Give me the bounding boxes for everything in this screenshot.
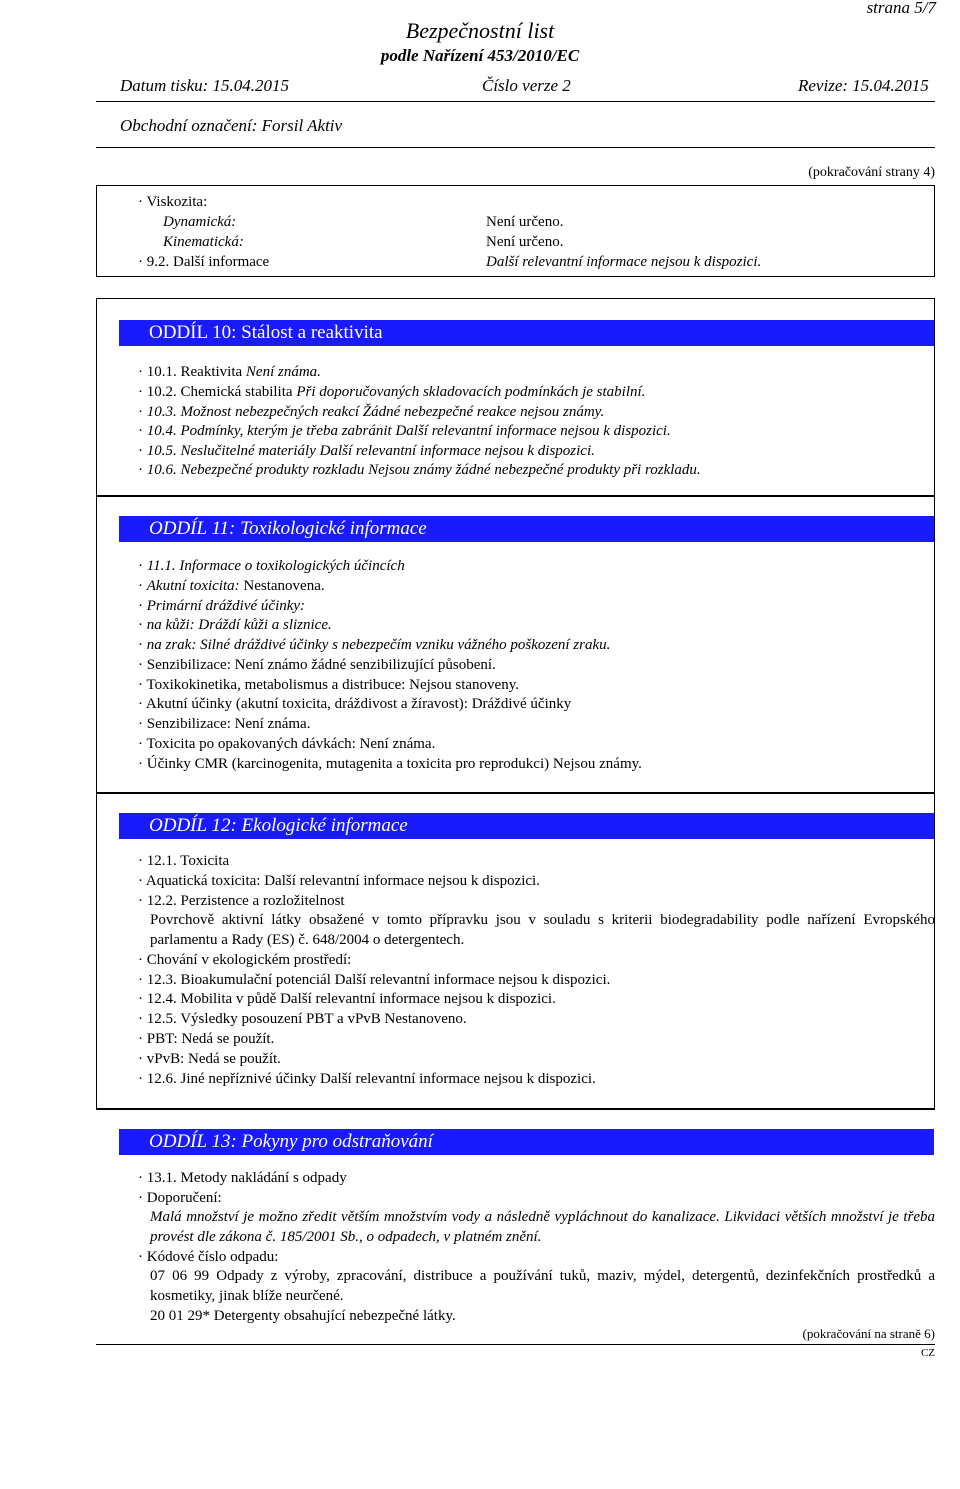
kinematic-viscosity-value: Není určeno. bbox=[486, 234, 564, 250]
other-information-value: Další relevantní informace nejsou k dispozici. bbox=[486, 254, 762, 270]
s10-r1-value: Není známa. bbox=[245, 364, 321, 380]
s11-row-2 bbox=[138, 577, 325, 595]
s11-r9-value: Není známa. bbox=[234, 716, 311, 732]
viscosity-label: · Viskozita: bbox=[138, 193, 207, 211]
s10-r3-label: 10.3. Možnost nebezpečných reakcí bbox=[146, 404, 360, 420]
header-divider bbox=[96, 101, 935, 102]
section-12-heading: ODDÍL 12: Ekologické informace bbox=[149, 815, 408, 836]
s10-r4-value: Další relevantní informace nejsou k dispozici. bbox=[395, 423, 671, 439]
s11-row-6 bbox=[138, 656, 496, 674]
s11-r10-value: Není známa. bbox=[359, 736, 436, 752]
section-13-heading-bar bbox=[119, 1129, 934, 1155]
section-11-heading-bar bbox=[119, 516, 934, 542]
trade-name-divider bbox=[96, 147, 935, 148]
s10-r6-label: 10.6. Nebezpečné produkty rozkladu bbox=[146, 462, 365, 478]
s13-row-1: · 13.1. Metody nakládání s odpady bbox=[138, 1169, 347, 1187]
s12-row-10 bbox=[138, 1070, 596, 1088]
s11-r2-label: Akutní toxicita: bbox=[146, 578, 240, 594]
language-code: CZ bbox=[920, 1347, 935, 1359]
page-number: strana 5/7 bbox=[866, 0, 936, 17]
s12-r2-label: Aquatická toxicita: bbox=[145, 873, 261, 889]
s12-r5-value: Další relevantní informace nejsou k dispozici. bbox=[334, 972, 611, 988]
s11-row-4 bbox=[138, 616, 332, 634]
dynamic-viscosity-value: Není určeno. bbox=[486, 214, 564, 230]
s11-r4-label: na kůži: bbox=[146, 617, 195, 633]
s11-r11-value: Nejsou známy. bbox=[552, 756, 642, 772]
s11-row-8 bbox=[138, 695, 571, 713]
s11-row-3: · Primární dráždivé účinky: bbox=[138, 597, 305, 615]
s11-r6-label: Senzibilizace: bbox=[146, 657, 231, 673]
s10-row-2 bbox=[138, 383, 645, 401]
s11-row-5 bbox=[138, 636, 610, 654]
s12-row-8 bbox=[138, 1030, 274, 1048]
s10-r2-label: 10.2. Chemická stabilita bbox=[146, 384, 293, 400]
s11-r10-label: Toxicita po opakovaných dávkách: bbox=[146, 736, 356, 752]
s10-r1-label: 10.1. Reaktivita bbox=[146, 364, 243, 380]
revision-date: Revize: 15.04.2015 bbox=[798, 76, 929, 95]
s12-row-4: · Chování v ekologickém prostředí: bbox=[138, 951, 351, 969]
s11-r5-label: na zrak: bbox=[146, 637, 197, 653]
s10-row-1 bbox=[138, 363, 321, 381]
s12-row-1: · 12.1. Toxicita bbox=[138, 852, 229, 870]
s12-r8-value: Nedá se použít. bbox=[181, 1031, 275, 1047]
s11-r8-label: Akutní účinky (akutní toxicita, dráždivost a žíravost): bbox=[145, 696, 468, 712]
s12-r10-value: Další relevantní informace nejsou k dispozici. bbox=[320, 1071, 596, 1087]
s11-r5-value: Silné dráždivé účinky s nebezpečím vzniku vážného poškození zraku. bbox=[200, 637, 611, 653]
continued-to: (pokračování na straně 6) bbox=[802, 1326, 935, 1341]
s13-row-2: · Doporučení: bbox=[138, 1189, 222, 1207]
s12-row-6 bbox=[138, 990, 556, 1008]
s11-row-7 bbox=[138, 676, 519, 694]
s13-recommendation-text: Malá množství je možno zředit větším množstvím vody a následně vypláchnout do kanalizace. Likvidaci větších množství je třeba provést dle zákona č. 185/2001 Sb., o odpadech, v platném znění. bbox=[150, 1209, 935, 1245]
s12-r8-label: PBT: bbox=[146, 1031, 178, 1047]
s12-r10-label: 12.6. Jiné nepříznivé účinky bbox=[146, 1071, 317, 1087]
s11-r7-value: Nejsou stanoveny. bbox=[409, 677, 519, 693]
s11-r8-value: Dráždivé účinky bbox=[471, 696, 572, 712]
section-12-heading-bar bbox=[119, 813, 934, 839]
dynamic-viscosity-label: Dynamická: bbox=[163, 214, 237, 230]
s10-row-5 bbox=[138, 442, 595, 460]
version-number: Číslo verze 2 bbox=[482, 76, 571, 95]
section-10-heading: ODDÍL 10: Stálost a reaktivita bbox=[149, 322, 383, 343]
s12-r6-label: 12.4. Mobilita v půdě bbox=[146, 991, 277, 1007]
s13-row-3: · Kódové číslo odpadu: bbox=[138, 1248, 278, 1266]
s12-row-9 bbox=[138, 1050, 281, 1068]
s12-r7-value: Nestanoveno. bbox=[384, 1011, 467, 1027]
s10-r6-value: Nejsou známy žádné nebezpečné produkty při rozkladu. bbox=[368, 462, 701, 478]
section-10-heading-bar bbox=[119, 320, 934, 346]
s11-row-10 bbox=[138, 735, 435, 753]
document-subtitle: podle Nařízení 453/2010/EC bbox=[380, 46, 580, 65]
footer-divider bbox=[96, 1344, 935, 1345]
s11-row-1: · 11.1. Informace o toxikologických účincích bbox=[138, 557, 405, 575]
kinematic-viscosity-label: Kinematická: bbox=[163, 234, 244, 250]
s11-r11-label: Účinky CMR (karcinogenita, mutagenita a toxicita pro reprodukci) bbox=[146, 756, 550, 772]
s11-r6-value: Není známo žádné senzibilizující působení. bbox=[234, 657, 496, 673]
document-title: Bezpečnostní list bbox=[405, 18, 555, 43]
section-13-divider bbox=[96, 1109, 935, 1110]
s13-waste-code-text-2: 20 01 29* Detergenty obsahující nebezpečné látky. bbox=[150, 1308, 456, 1324]
s12-r2-value: Další relevantní informace nejsou k dispozici. bbox=[264, 873, 540, 889]
s11-r7-label: Toxikokinetika, metabolismus a distribuce: bbox=[146, 677, 406, 693]
s12-row-5 bbox=[138, 971, 610, 989]
s10-row-4 bbox=[138, 422, 671, 440]
s10-row-6 bbox=[138, 461, 701, 479]
print-date: Datum tisku: 15.04.2015 bbox=[120, 76, 290, 95]
s12-row-2 bbox=[138, 872, 540, 890]
s10-r5-label: 10.5. Neslučitelné materiály bbox=[146, 443, 316, 459]
section-13-heading: ODDÍL 13: Pokyny pro odstraňování bbox=[149, 1131, 433, 1152]
s10-r2-value: Při doporučovaných skladovacích podmínkách je stabilní. bbox=[296, 384, 646, 400]
s12-r6-value: Další relevantní informace nejsou k dispozici. bbox=[280, 991, 556, 1007]
s13-waste-code-text: 07 06 99 Odpady z výroby, zpracování, distribuce a používání tuků, maziv, mýdel, detergentů, dezinfekčních prostředků a kosmetiky, jinak blíže neurčené. bbox=[150, 1268, 935, 1304]
s11-row-11 bbox=[138, 755, 642, 773]
s11-r4-value: Dráždí kůži a sliznice. bbox=[198, 617, 332, 633]
s12-row-3: · 12.2. Perzistence a rozložitelnost bbox=[138, 892, 345, 910]
s11-r9-label: Senzibilizace: bbox=[146, 716, 231, 732]
s12-r9-value: Nedá se použít. bbox=[188, 1051, 281, 1067]
continued-from: (pokračování strany 4) bbox=[808, 165, 935, 180]
s10-r5-value: Další relevantní informace nejsou k dispozici. bbox=[319, 443, 595, 459]
s12-r7-label: 12.5. Výsledky posouzení PBT a vPvB bbox=[146, 1011, 381, 1027]
s11-r2-value: Nestanovena. bbox=[243, 578, 325, 594]
s12-persistence-text: Povrchově aktivní látky obsažené v tomto přípravku jsou v souladu s kriterii biodegradability podle nařízení Evropského parlamentu a Rady (ES) č. 648/2004 o detergentech. bbox=[150, 912, 935, 948]
s12-r5-label: 12.3. Bioakumulační potenciál bbox=[146, 972, 331, 988]
s10-r4-label: 10.4. Podmínky, kterým je třeba zabránit bbox=[146, 423, 392, 439]
other-information-label: · 9.2. Další informace bbox=[138, 253, 269, 271]
s12-r9-label: vPvB: bbox=[146, 1051, 185, 1067]
s12-row-7 bbox=[138, 1010, 467, 1028]
s10-r3-value: Žádné nebezpečné reakce nejsou známy. bbox=[362, 404, 605, 420]
s11-row-9 bbox=[138, 715, 310, 733]
trade-name: Obchodní označení: Forsil Aktiv bbox=[120, 116, 343, 135]
s10-row-3 bbox=[138, 403, 604, 421]
section-11-heading: ODDÍL 11: Toxikologické informace bbox=[149, 518, 427, 539]
